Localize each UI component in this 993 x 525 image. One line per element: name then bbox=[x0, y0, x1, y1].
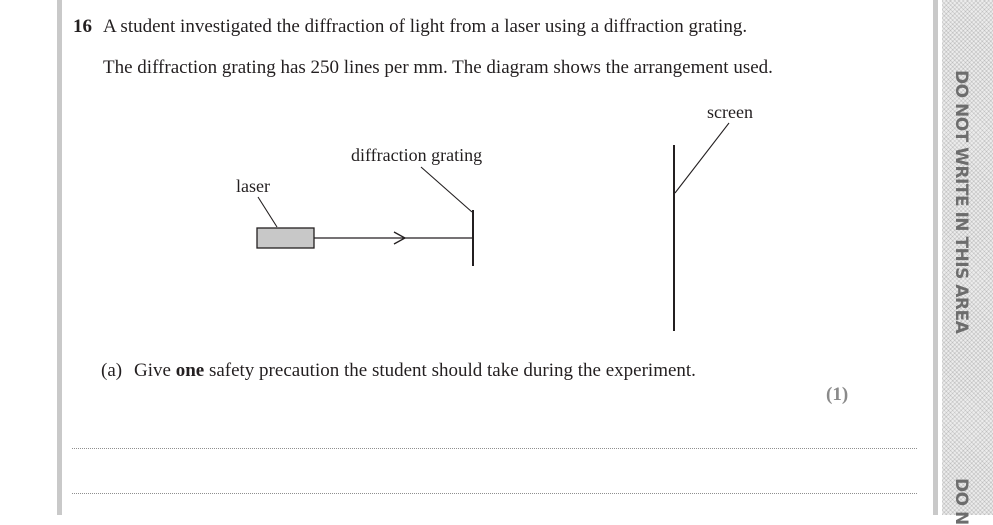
laser-label: laser bbox=[236, 176, 270, 196]
part-a-text-after: safety precaution the student should take during the experiment. bbox=[204, 360, 696, 381]
answer-line[interactable] bbox=[72, 448, 917, 449]
grating-label: diffraction grating bbox=[351, 145, 483, 165]
part-a-label: (a) bbox=[101, 360, 123, 381]
laser-leader-line bbox=[258, 197, 277, 227]
question-text-line-2: The diffraction grating has 250 lines per mm. The diagram shows the arrangement used. bbox=[103, 57, 773, 78]
answer-line[interactable] bbox=[72, 493, 917, 494]
question-number: 16 bbox=[73, 16, 92, 37]
grating-leader-line bbox=[421, 167, 472, 212]
question-text-line-1: A student investigated the diffraction of light from a laser using a diffraction grating. bbox=[103, 16, 748, 37]
screen-leader-line bbox=[675, 123, 729, 193]
marks-indicator: (1) bbox=[826, 384, 849, 405]
laser-box bbox=[257, 228, 314, 248]
do-not-write-notice-partial: DO N bbox=[951, 478, 971, 525]
part-a-emphasis: one bbox=[175, 360, 205, 381]
part-a-question bbox=[134, 360, 696, 382]
part-a-text-before: Give bbox=[134, 360, 176, 381]
do-not-write-notice: DO NOT WRITE IN THIS AREA bbox=[951, 70, 971, 334]
screen-label: screen bbox=[707, 102, 753, 122]
